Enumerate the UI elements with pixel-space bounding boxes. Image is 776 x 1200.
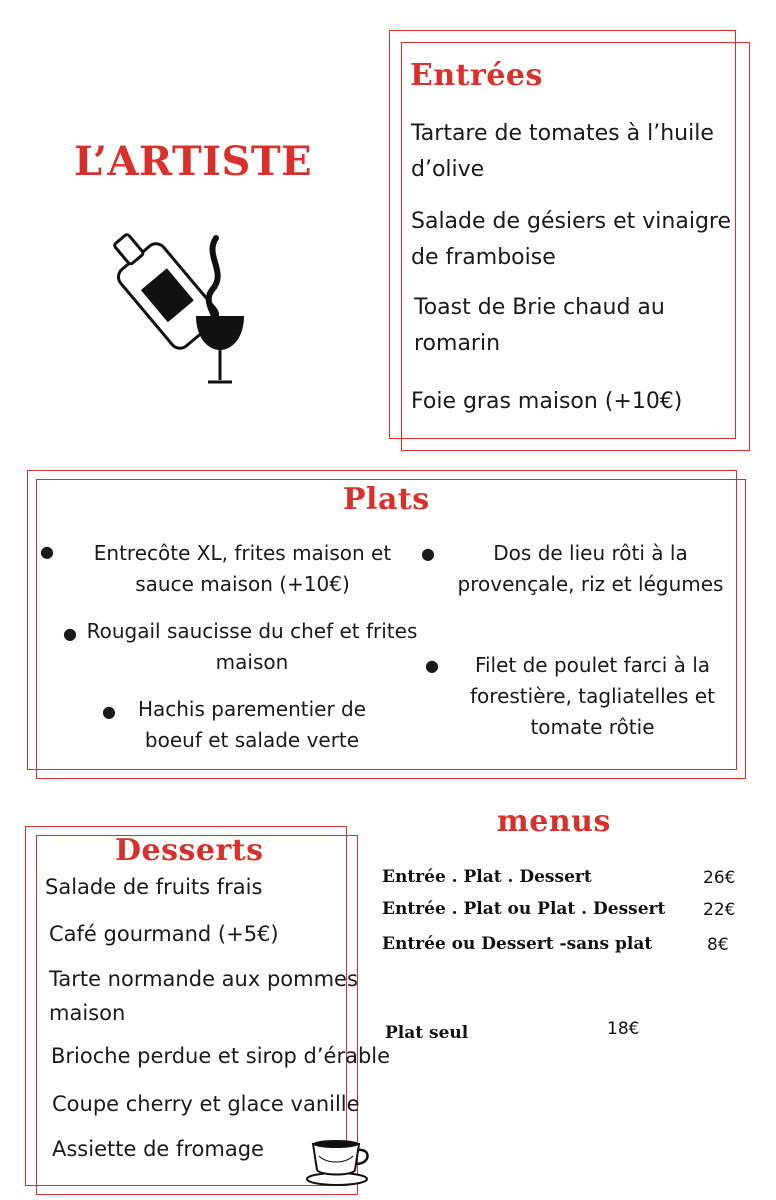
bullet: ●	[425, 656, 439, 675]
entree-item: Foie gras maison (+10€)	[411, 389, 683, 414]
entree-item: Toast de Brie chaud au romarin	[414, 295, 665, 356]
menu-label: Entrée . Plat ou Plat . Dessert	[382, 899, 666, 919]
menus-title: menus	[497, 804, 611, 839]
menu-price: 22€	[703, 900, 736, 920]
bullet: ●	[102, 702, 116, 721]
desserts-title: Desserts	[115, 833, 264, 868]
menu-label: Plat seul	[385, 1023, 469, 1043]
menu-price: 8€	[707, 935, 729, 955]
dessert-item: Coupe cherry et glace vanille	[52, 1092, 360, 1116]
dessert-item: Brioche perdue et sirop d’érable	[51, 1044, 391, 1068]
menu-price: 18€	[607, 1019, 640, 1039]
restaurant-name: L’ARTISTE	[74, 138, 313, 185]
plat-item: Hachis parementier de boeuf et salade verte	[137, 697, 367, 752]
plat-item: Dos de lieu rôti à la provençale, riz et légumes	[457, 541, 724, 596]
bullet: ●	[421, 544, 435, 563]
wine-bottle-glass-icon	[108, 226, 248, 388]
dessert-item: Tarte normande aux pommes maison	[49, 967, 358, 1025]
entree-item: Salade de gésiers et vinaigre de framboise	[411, 209, 732, 270]
plats-title: Plats	[343, 482, 430, 517]
entrees-title: Entrées	[410, 58, 543, 93]
dessert-item: Café gourmand (+5€)	[49, 922, 279, 946]
menu-label: Entrée . Plat . Dessert	[382, 867, 592, 887]
dessert-item: Assiette de fromage	[52, 1137, 264, 1161]
menu-label: Entrée ou Dessert -sans plat	[382, 934, 653, 954]
bullet: ●	[40, 542, 54, 561]
plat-item: Filet de poulet farci à la forestière, tagliatelles et tomate rôtie	[470, 653, 715, 739]
bullet: ●	[63, 624, 77, 643]
dessert-item: Salade de fruits frais	[45, 875, 263, 899]
coffee-cup-icon	[305, 1134, 375, 1188]
plat-item: Rougail saucisse du chef et frites maison	[86, 619, 418, 674]
plat-item: Entrecôte XL, frites maison et sauce maison (+10€)	[93, 541, 392, 596]
menu-price: 26€	[703, 868, 736, 888]
entree-item: Tartare de tomates à l’huile d’olive	[411, 121, 714, 182]
